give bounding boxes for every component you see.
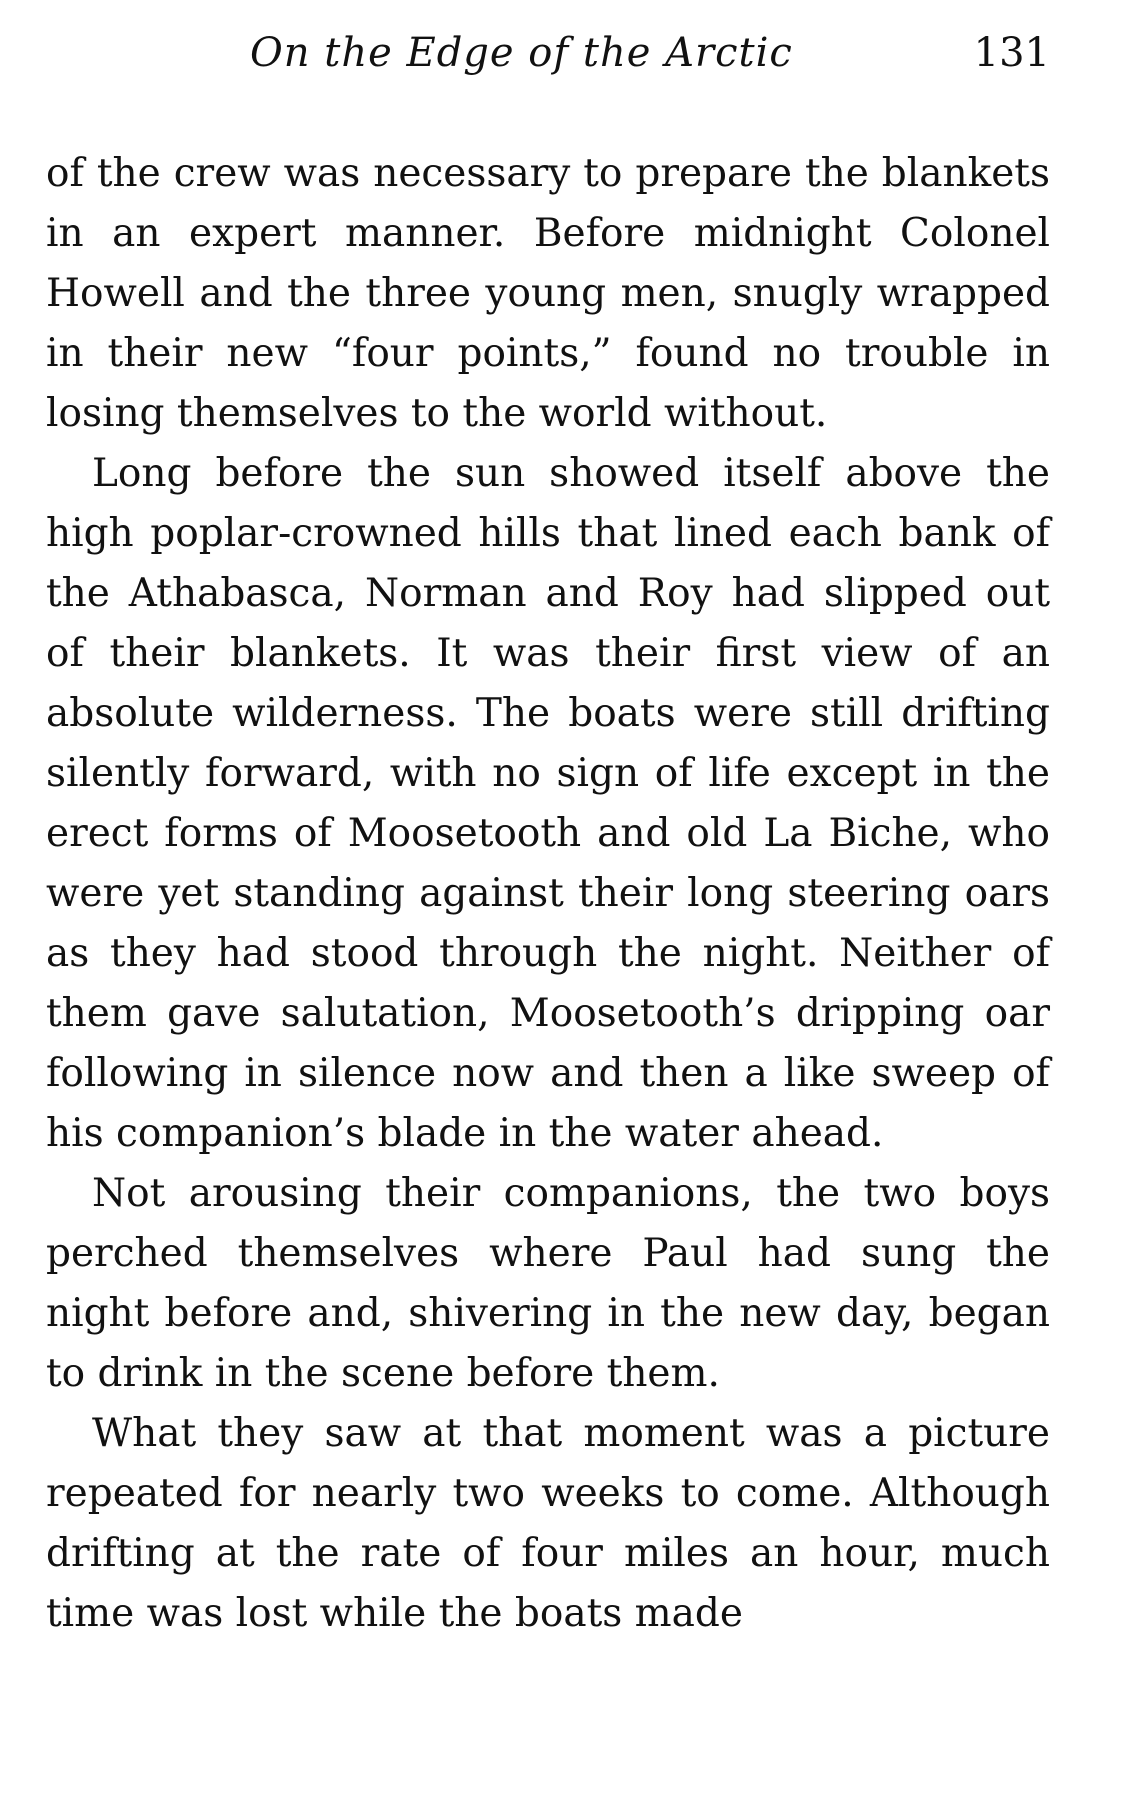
page-header [0,30,1124,80]
paragraph-continued: of the crew was necessary to prepare the blankets in an expert manner. Before midnight Colonel Howell and the three young men, snugly wrapped in their new “four points,” found no trouble in losing themselves to the world without. [46,151,1050,436]
running-title: On the Edge of the Arctic [250,30,793,76]
paragraph: What they saw at that moment was a picture repeated for nearly two weeks to come. Although drifting at the rate of four miles an hour, much time was lost while the boats made [46,1411,1050,1636]
paragraph: Not arousing their companions, the two boys perched themselves where Paul had sung the night before and, shivering in the new day, began to drink in the scene before them. [46,1171,1050,1396]
page-number: 131 [973,30,1050,76]
body-text [46,144,1050,1644]
paragraph: Long before the sun showed itself above the high poplar-crowned hills that lined each bank of the Athabasca, Norman and Roy had slipped out of their blankets. It was their first view of an absolute wilderness. The boats were still drifting silently forward, with no sign of life except in the erect forms of Moosetooth and old La Biche, who were yet standing against their long steering oars as they had stood through the night. Neither of them gave salutation, Moosetooth’s dripping oar following in silence now and then a like sweep of his companion’s blade in the water ahead. [46,451,1050,1156]
